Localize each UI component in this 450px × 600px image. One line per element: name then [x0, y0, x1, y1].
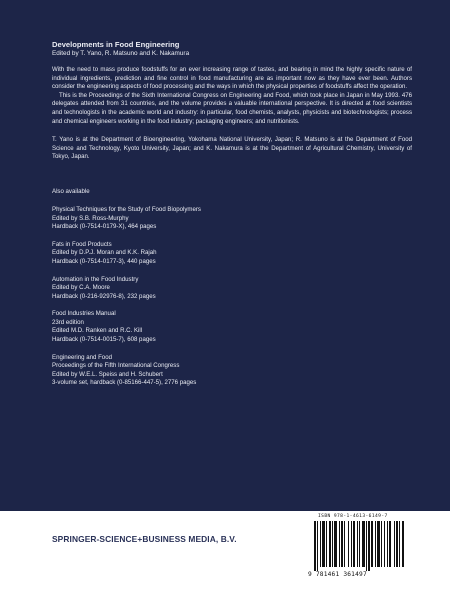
barcode-bar [362, 521, 365, 567]
also-available-list [52, 206, 412, 388]
barcode-bar [368, 521, 370, 571]
book-entry [52, 354, 412, 388]
book-editors: Edited by T. Yano, R. Matsuno and K. Nakamura [52, 50, 190, 57]
barcode-digits: 9 781461 361497 [308, 571, 367, 578]
book-entry-line: Edited M.D. Ranken and R.C. Kill [52, 327, 143, 335]
isbn-text: ISBN 978-1-4613-6149-7 [318, 514, 388, 519]
barcode-bar [341, 521, 343, 567]
barcode-block [306, 511, 410, 600]
book-entry-line: Hardback (0-7514-0015-7), 608 pages [52, 336, 156, 344]
publisher-name: SPRINGER-SCIENCE+BUSINESS MEDIA, B.V. [52, 534, 237, 544]
barcode-bar [387, 521, 388, 567]
book-entry-line: 23rd edition [52, 318, 84, 326]
barcode-bar [394, 521, 395, 567]
footer-bar [0, 511, 450, 600]
book-entry-line: Edited by S.B. Ross-Murphy [52, 214, 129, 222]
barcode-bar [359, 521, 360, 567]
book-entry-title: Fats in Food Products [52, 240, 112, 248]
book-entry-line: Edited by W.E.L. Speiss and H. Schubert [52, 370, 163, 378]
description-paragraph-1: With the need to mass produce foodstuffs for an ever increasing range of tastes, and bearing in mind the highly specific nature of individual ingredients, prediction and fine control in food manufacturing are as important now as they have ever been. Authors consider the engineering aspects of food processing and the ways in which the physical properties of foodstuffs affect the operation. [52, 66, 412, 91]
book-entry-line: Proceedings of the Fifth International Congress [52, 362, 180, 370]
barcode-bar [322, 521, 325, 567]
barcode-bar [371, 521, 373, 567]
barcode-bar [320, 521, 321, 567]
barcode-bar [351, 521, 352, 567]
barcode-bar [402, 521, 404, 567]
barcode-bar [399, 521, 400, 567]
book-entry-line: Hardback (0-7514-0177-3), 440 pages [52, 257, 156, 265]
book-entry [52, 310, 412, 344]
barcode-icon [312, 521, 404, 571]
barcode-bar [375, 521, 376, 567]
barcode-bar [326, 521, 327, 567]
book-entry [52, 206, 412, 232]
barcode-bar [396, 521, 398, 567]
book-entry [52, 276, 412, 302]
barcode-bar [389, 521, 391, 567]
barcode-bar [329, 521, 331, 567]
barcode-bar [353, 521, 355, 567]
barcode-bar [348, 521, 349, 567]
book-entry-line: Edited by C.A. Moore [52, 284, 110, 292]
book-entry [52, 241, 412, 267]
book-entry-line: Hardback (0-7514-0179-X), 464 pages [52, 223, 157, 231]
barcode-bar [366, 521, 367, 571]
barcode-bar [381, 521, 382, 567]
author-affiliations: T. Yano is at the Department of Bioengineering, Yokohama National University, Japan; R. Matsuno is at the Department of Food Science and Technology, Kyoto University, Japan; and K. Nakamura is at the Department of Agricultural Chemistry, University of Tokyo, Japan. [52, 136, 412, 161]
book-entry-title: Automation in the Food Industry [52, 275, 139, 283]
barcode-bar [357, 521, 358, 567]
description-paragraph-2: This is the Proceedings of the Sixth International Congress on Engineering and Food, which took place in Japan in May 1993. 476 delegates attended from 31 countries, and the volume provides a valuable international perspective. It is directed at food scientists and technologists in the academic world and industry: in particular, food chemists, analysts, physicists and biotechnologists; process and chemical engineers working in the food industry; packaging engineers; and nutritionists. [52, 91, 412, 125]
book-entry-line: Hardback (0-216-92976-8), 232 pages [52, 292, 156, 300]
barcode-bar [344, 521, 345, 567]
barcode-bar [334, 521, 337, 567]
book-entry-title: Engineering and Food [52, 353, 112, 361]
barcode-bar [384, 521, 385, 567]
book-entry-title: Physical Techniques for the Study of Food Biopolymers [52, 205, 201, 213]
book-title: Developments in Food Engineering [52, 40, 180, 49]
barcode-bar [317, 521, 318, 571]
also-available-heading: Also available [52, 187, 90, 195]
barcode-bar [339, 521, 340, 567]
barcode-bar [314, 521, 316, 571]
back-cover-content [52, 40, 412, 397]
book-entry-title: Food Industries Manual [52, 310, 116, 318]
book-entry-line: 3-volume set, hardback (0-85166-447-5), 2776 pages [52, 379, 197, 387]
book-entry-line: Edited by D.P.J. Moran and K.K. Rajah [52, 249, 157, 257]
barcode-bar [332, 521, 333, 567]
barcode-bar [377, 521, 380, 567]
